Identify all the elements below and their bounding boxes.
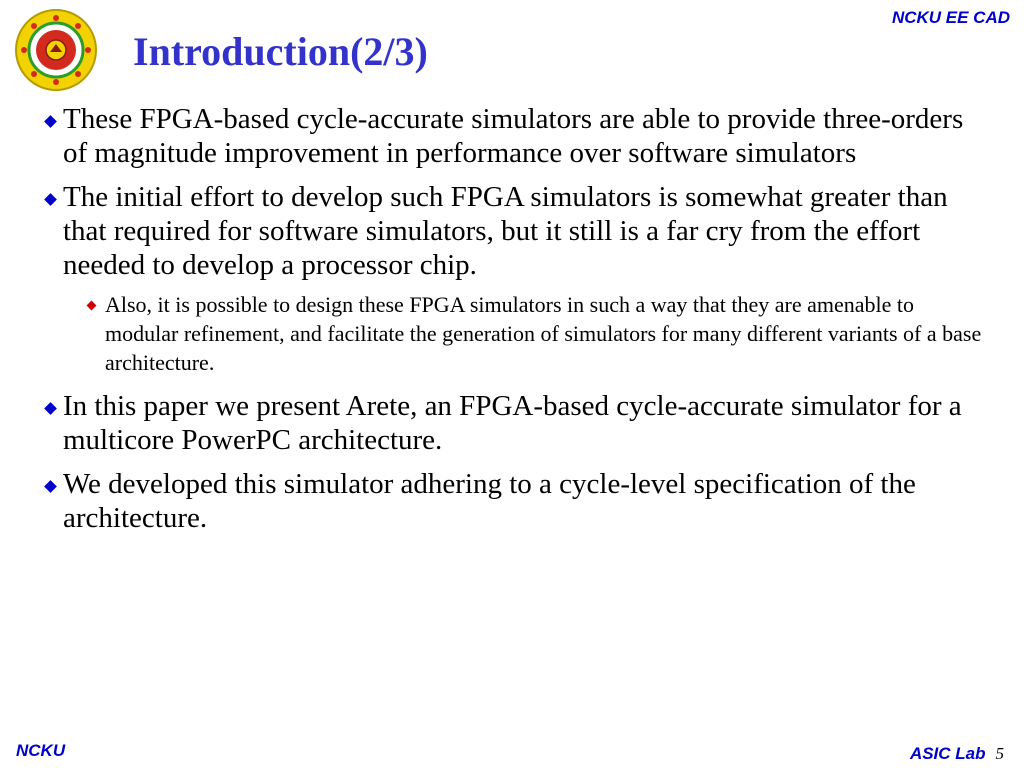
bullet-text: We developed this simulator adhering to a cycle-level specification of the architecture. (63, 468, 916, 534)
sub-bullet-item (42, 290, 992, 377)
bullet-list (42, 102, 992, 545)
footer-lab (910, 744, 1004, 764)
bullet-text: In this paper we present Arete, an FPGA-based cycle-accurate simulator for a multicore PowerPC architecture. (63, 390, 962, 456)
university-seal-icon (14, 8, 98, 92)
bullet-text: The initial effort to develop such FPGA simulators is somewhat greater than that required for software simulators, but it still is a far cry from the effort needed to develop a processor chip. (63, 181, 948, 281)
bullet-text: These FPGA-based cycle-accurate simulators are able to provide three-orders of magnitude improvement in performance over software simulators (63, 103, 964, 169)
diamond-bullet-icon (44, 193, 57, 206)
page-number: 5 (995, 744, 1004, 763)
footer-lab-label: ASIC Lab (909, 744, 986, 763)
header-org-label: NCKU EE CAD (891, 8, 1010, 27)
sub-bullet-text: Also, it is possible to design these FPGA simulators in such a way that they are amenable to modular refinement, and facilitate the generation of simulators for many different variants of a base architecture. (105, 292, 982, 375)
bullet-item (42, 389, 992, 457)
diamond-bullet-icon (44, 115, 57, 128)
bullet-item (42, 180, 992, 282)
footer-org-label: NCKU (16, 741, 66, 760)
bullet-item (42, 102, 992, 170)
bullet-item (42, 467, 992, 535)
diamond-sub-bullet-icon (87, 301, 97, 311)
diamond-bullet-icon (44, 402, 57, 415)
diamond-bullet-icon (44, 480, 57, 493)
slide-title: Introduction(2/3) (133, 29, 428, 74)
